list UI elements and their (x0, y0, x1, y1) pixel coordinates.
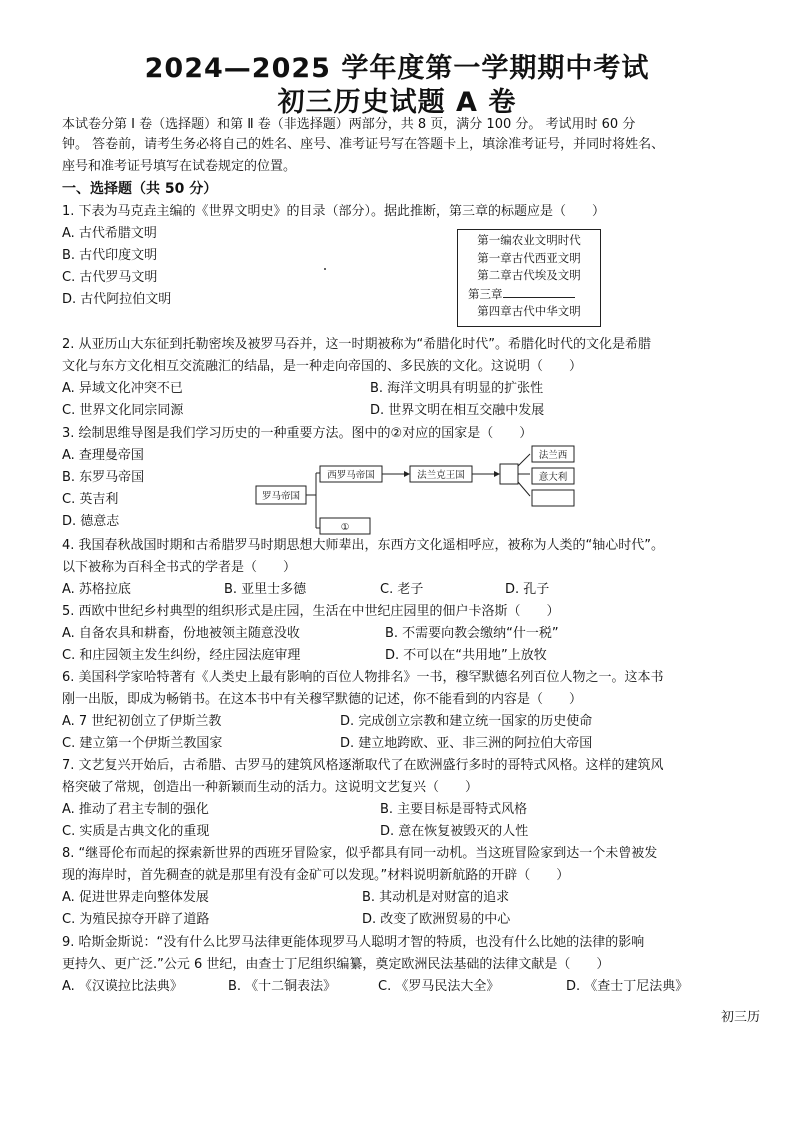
question-8-stem: 8. “继哥伦布而起的探索新世界的西班牙冒险家，似乎都具有同一动机。当这班冒险家到达一个未曾被发 (62, 846, 658, 861)
toc-entry: 第一章古代西亚文明 (477, 250, 581, 265)
q7-option-c[interactable]: C. 实质是古典文化的重现 (62, 824, 210, 839)
question-4-stem: 4. 我国春秋战国时期和古希腊罗马时期思想大师辈出，东西方文化遥相呼应，被称为人类的“轴心时代”。 (62, 538, 665, 553)
q8-option-c[interactable]: C. 为殖民掠夺开辟了道路 (62, 912, 210, 927)
page-title: 2024—2025 学年度第一学期期中考试 (144, 53, 650, 84)
question-6-stem: 刚一出版，即成为畅销书。在这本书中有关穆罕默德的记述，你不能看到的内容是（ ） (62, 692, 583, 707)
mind-map-diagram (254, 440, 594, 540)
q3-option-c[interactable]: C. 英吉利 (62, 492, 119, 507)
q6-option-d[interactable]: D. 建立地跨欧、亚、非三洲的阿拉伯大帝国 (340, 736, 593, 751)
question-6-stem: 6. 美国科学家哈特著有《人类史上最有影响的百位人物排名》一书，穆罕默德名列百位人物之一。这本书 (62, 670, 664, 685)
mind-map-blank-1-label: ① (340, 522, 350, 533)
q9-option-d[interactable]: D. 《查士丁尼法典》 (566, 979, 689, 994)
question-9-stem: 9. 哈斯金斯说：“没有什么比罗马法律更能体现罗马人聪明才智的特质，也没有什么比她的法律的影响 (62, 935, 645, 950)
instructions-line: 钟。 答卷前，请考生务必将自己的姓名、座号、准考证号写在答题卡上，填涂准考证号，并同时将姓名、 (62, 137, 665, 152)
q4-option-d[interactable]: D. 孔子 (505, 582, 550, 597)
table-of-contents-box (457, 229, 601, 327)
q7-option-d[interactable]: D. 意在恢复被毁灭的人性 (380, 824, 529, 839)
q4-option-a[interactable]: A. 苏格拉底 (62, 582, 131, 597)
section-heading: 一、选择题（共 50 分） (62, 181, 218, 197)
q2-option-d[interactable]: D. 世界文明在相互交融中发展 (370, 403, 545, 418)
question-9-stem: 更持久、更广泛.”公元 6 世纪，由查士丁尼组织编纂，奠定欧洲民法基础的法律文献是（ ） (62, 957, 610, 972)
q3-option-d[interactable]: D. 德意志 (62, 514, 120, 529)
q5-option-a[interactable]: A. 自备农具和耕畜，份地被领主随意没收 (62, 626, 300, 641)
q5-option-c[interactable]: C. 和庄园领主发生纠纷，经庄园法庭审理 (62, 648, 301, 663)
question-5-stem: 5. 西欧中世纪乡村典型的组织形式是庄园，生活在中世纪庄园里的佃户卡洛斯（ ） (62, 604, 560, 619)
q9-option-a[interactable]: A. 《汉谟拉比法典》 (62, 979, 183, 994)
q4-option-b[interactable]: B. 亚里士多德 (224, 582, 307, 597)
scan-speck (324, 268, 326, 270)
q1-option-c[interactable]: C. 古代罗马文明 (62, 270, 158, 285)
question-1-stem: 1. 下表为马克垚主编的《世界文明史》的目录（部分）。据此推断，第三章的标题应是（ ） (62, 204, 606, 219)
instructions-line: 座号和准考证号填写在试卷规定的位置。 (62, 159, 297, 174)
q6-option-c[interactable]: C. 建立第一个伊斯兰教国家 (62, 736, 223, 751)
q1-option-a[interactable]: A. 古代希腊文明 (62, 226, 157, 241)
q7-option-a[interactable]: A. 推动了君主专制的强化 (62, 802, 209, 817)
question-7-stem: 7. 文艺复兴开始后，古希腊、古罗马的建筑风格逐渐取代了在欧洲盛行多时的哥特式风格。这样的建筑风 (62, 758, 664, 773)
question-7-stem: 格突破了常规，创造出一种新颖而生动的活力。这说明文艺复兴（ ） (62, 780, 479, 795)
q8-option-a[interactable]: A. 促进世界走向整体发展 (62, 890, 209, 905)
q1-option-d[interactable]: D. 古代阿拉伯文明 (62, 292, 172, 307)
q1-option-b[interactable]: B. 古代印度文明 (62, 248, 158, 263)
mind-map-italy-label: 意大利 (538, 472, 568, 483)
question-2-stem: 2. 从亚历山大东征到托勒密埃及被罗马吞并，这一时期被称为“希腊化时代”。希腊化时代的文化是希腊 (62, 337, 652, 352)
toc-blank-entry (458, 285, 600, 304)
q5-option-b[interactable]: B. 不需要向教会缴纳“什一税” (385, 626, 559, 641)
toc-entry: 第二章古代埃及文明 (477, 268, 581, 282)
toc-entry: 第四章古代中华文明 (477, 304, 581, 318)
q6-option-b[interactable]: D. 完成创立宗教和建立统一国家的历史使命 (340, 714, 593, 729)
q7-option-b[interactable]: B. 主要目标是哥特式风格 (380, 802, 528, 817)
mind-map-west-rome-label: 西罗马帝国 (327, 470, 375, 481)
mind-map-france-label: 法兰西 (538, 450, 568, 461)
page-subtitle: 初三历史试题 A 卷 (277, 87, 517, 118)
q8-option-b[interactable]: B. 其动机是对财富的追求 (362, 890, 510, 905)
q9-option-c[interactable]: C. 《罗马民法大全》 (378, 979, 500, 994)
toc-entry: 第一编农业文明时代 (477, 233, 581, 247)
q3-option-a[interactable]: A. 查理曼帝国 (62, 448, 144, 463)
mind-map-node-blank-2 (532, 490, 574, 506)
toc-entry: 第三章 (468, 286, 503, 301)
q5-option-d[interactable]: D. 不可以在“共用地”上放牧 (385, 648, 547, 663)
q4-option-c[interactable]: C. 老子 (380, 582, 424, 597)
question-2-stem: 文化与东方文化相互交流融汇的结晶，是一种走向帝国的、多民族的文化。这说明（ ） (62, 359, 583, 374)
q2-option-a[interactable]: A. 异域文化冲突不已 (62, 381, 183, 396)
question-3-stem: 3. 绘制思维导图是我们学习历史的一种重要方法。图中的②对应的国家是（ ） (62, 426, 533, 441)
mind-map-frank-label: 法兰克王国 (417, 470, 465, 481)
question-8-stem: 现的海岸时，首先稠查的就是那里有没有金矿可以发现。”材料说明新航路的开辟（ ） (62, 868, 570, 883)
instructions-line: 本试卷分第 Ⅰ 卷（选择题）和第 Ⅱ 卷（非选择题）两部分，共 8 页，满分 100 分。 考试用时 60 分 (62, 117, 636, 132)
q2-option-c[interactable]: C. 世界文化同宗同源 (62, 403, 184, 418)
q8-option-d[interactable]: D. 改变了欧洲贸易的中心 (362, 912, 511, 927)
answer-blank (503, 285, 575, 298)
q9-option-b[interactable]: B. 《十二铜表法》 (228, 979, 337, 994)
q6-option-a[interactable]: A. 7 世纪初创立了伊斯兰教 (62, 714, 222, 729)
mind-map-root-label: 罗马帝国 (261, 491, 301, 502)
q2-option-b[interactable]: B. 海洋文明具有明显的扩张性 (370, 381, 544, 396)
page-footer: 初三历 (720, 1010, 760, 1025)
question-4-stem: 以下被称为百科全书式的学者是（ ） (62, 560, 297, 575)
q3-option-b[interactable]: B. 东罗马帝国 (62, 470, 145, 485)
